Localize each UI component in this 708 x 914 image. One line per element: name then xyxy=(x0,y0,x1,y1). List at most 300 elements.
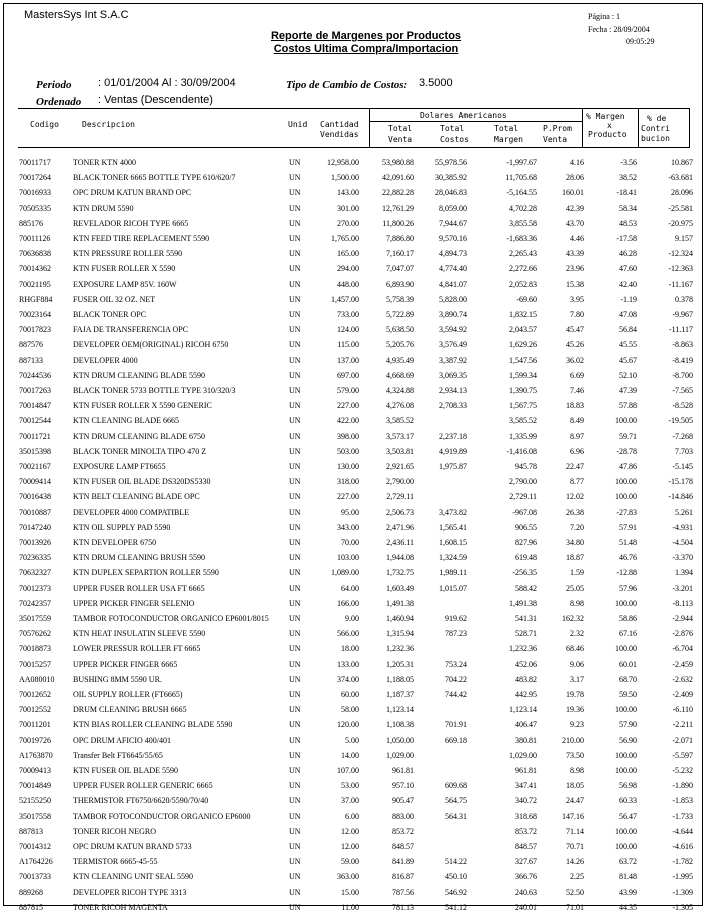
cell-margen: 452.06 xyxy=(515,659,537,669)
cell-margen: 2,272.66 xyxy=(509,264,537,274)
cell-contri: -15.178 xyxy=(668,477,693,487)
cell-codigo: 887815 xyxy=(19,902,43,912)
cell-prom: 26.38 xyxy=(566,507,584,517)
cell-codigo: 70012552 xyxy=(19,705,51,715)
cell-prom: 1.59 xyxy=(570,568,584,578)
cell-prom: 22.47 xyxy=(566,462,584,471)
cell-contri: -2.944 xyxy=(672,614,693,623)
table-row xyxy=(0,750,708,762)
cell-contri: 28.096 xyxy=(671,188,693,198)
cell-codigo: 70012373 xyxy=(19,583,51,593)
cell-descripcion: THERMISTOR FT6750/6620/5590/70/40 xyxy=(73,796,209,806)
cell-contri: -6.704 xyxy=(672,644,693,654)
cell-contri: -1.309 xyxy=(672,887,693,897)
cell-descripcion: KTN CLEANING BLADE 6665 xyxy=(73,416,179,426)
cell-contri: -7.565 xyxy=(672,386,693,395)
cell-descripcion: DEVELOPER 4000 xyxy=(73,355,138,365)
cell-margen: 366.76 xyxy=(515,872,537,882)
cell-contri: -8.528 xyxy=(672,401,693,411)
table-row xyxy=(0,598,708,610)
table-row xyxy=(0,187,708,199)
cell-prom: 23.96 xyxy=(566,264,584,274)
table-row xyxy=(0,339,708,351)
cell-cantidad: 1,765.00 xyxy=(331,234,359,243)
cell-contri: -5.145 xyxy=(672,462,693,471)
cell-venta: 7,886.80 xyxy=(386,234,414,243)
table-row xyxy=(0,279,708,291)
cell-unid: UN xyxy=(289,568,301,578)
cell-prom: 4.16 xyxy=(570,158,584,167)
cell-margen: -5,164.55 xyxy=(506,188,537,198)
cell-codigo: 70016438 xyxy=(19,492,51,502)
cell-venta: 5,722.89 xyxy=(386,310,414,319)
table-row xyxy=(0,643,708,655)
cell-descripcion: OPC DRUM KATUN BRAND OPC xyxy=(73,188,192,198)
cell-venta: 11,800.26 xyxy=(382,218,414,228)
cell-pct: 68.70 xyxy=(619,674,637,684)
cell-pct: 47.86 xyxy=(619,462,637,471)
cell-cantidad: 422.00 xyxy=(337,416,359,426)
cell-cantidad: 448.00 xyxy=(337,279,359,289)
cell-descripcion: DEVELOPER 4000 COMPATIBLE xyxy=(73,507,190,517)
cell-pct: 100.00 xyxy=(615,477,637,487)
cell-contri: -3.201 xyxy=(672,583,693,593)
cell-pct: 57.96 xyxy=(619,583,637,593)
cell-margen: 1,335.99 xyxy=(509,431,537,441)
col-costos-2: Costos xyxy=(440,135,469,144)
cell-venta: 2,471.96 xyxy=(386,522,414,532)
cell-cantidad: 227.00 xyxy=(337,401,359,411)
cell-venta: 1,232.36 xyxy=(386,644,414,654)
cell-codigo: RHGF884 xyxy=(19,294,53,304)
cell-unid: UN xyxy=(289,674,301,684)
table-row xyxy=(0,613,708,625)
cell-pct: 43.99 xyxy=(619,887,637,897)
cell-unid: UN xyxy=(289,781,301,791)
cell-codigo: 70017823 xyxy=(19,325,51,335)
cell-costos: 3,473.82 xyxy=(439,507,467,517)
cell-contri: -12.324 xyxy=(668,249,693,259)
cell-descripcion: EXPOSURE LAMP FT6655 xyxy=(73,462,166,471)
cell-venta: 3,503.81 xyxy=(386,446,414,456)
cell-prom: 19.36 xyxy=(566,705,584,715)
cell-costos: 8,059.00 xyxy=(439,203,467,213)
cell-costos: 919.62 xyxy=(445,614,467,623)
cell-margen: 11,705.68 xyxy=(505,173,537,183)
cell-margen: 240.63 xyxy=(515,887,537,897)
cell-codigo: 887133 xyxy=(19,355,43,365)
cell-descripcion: BLACK TONER 6665 BOTTLE TYPE 610/620/7 xyxy=(73,173,236,183)
cell-codigo: AA080010 xyxy=(19,674,55,684)
cell-descripcion: KTN OIL SUPPLY PAD 5590 xyxy=(73,522,171,532)
cell-unid: UN xyxy=(289,887,301,897)
cell-pct: 47.60 xyxy=(619,264,637,274)
cell-contri: -1.733 xyxy=(672,811,693,821)
cell-contri: -14.846 xyxy=(668,492,693,502)
cell-pct: 81.48 xyxy=(619,872,637,882)
cell-prom: 42.39 xyxy=(566,203,584,213)
cell-cantidad: 270.00 xyxy=(337,218,359,228)
col-venta-1: Total xyxy=(388,124,413,133)
cell-prom: 43.39 xyxy=(566,249,584,259)
cell-prom: 2.32 xyxy=(570,629,584,639)
cell-descripcion: KTN FUSER ROLLER X 5590 xyxy=(73,264,176,274)
cell-cantidad: 697.00 xyxy=(337,370,359,380)
cell-unid: UN xyxy=(289,826,301,836)
col-contri-1: % de xyxy=(647,114,667,123)
cell-costos: 1,324.59 xyxy=(439,553,467,563)
cell-descripcion: TAMBOR FOTOCONDUCTOR ORGANICO EP6001/8015 xyxy=(73,614,269,623)
cell-venta: 787.56 xyxy=(392,887,414,897)
cell-costos: 30,385.92 xyxy=(435,173,467,183)
cell-margen: 1,390.75 xyxy=(509,386,537,395)
table-row xyxy=(0,233,708,245)
cell-pct: 42.40 xyxy=(619,279,637,289)
cell-margen: 406.47 xyxy=(515,720,537,730)
cell-cantidad: 59.00 xyxy=(341,857,359,867)
cell-codigo: 70011201 xyxy=(19,720,51,730)
cell-codigo: 70242357 xyxy=(19,598,51,608)
cell-prom: 52.50 xyxy=(566,887,584,897)
table-row xyxy=(0,355,708,367)
cell-pct: 38.52 xyxy=(619,173,637,183)
cell-margen: 340.72 xyxy=(515,796,537,806)
cell-codigo: 70015257 xyxy=(19,659,51,669)
col-dolares: Dolares Americanos xyxy=(420,111,507,120)
periodo-label: Periodo xyxy=(36,79,72,91)
cell-cantidad: 1,500.00 xyxy=(331,173,359,183)
table-row xyxy=(0,400,708,412)
cell-prom: 68.46 xyxy=(566,644,584,654)
cell-venta: 1,944.08 xyxy=(386,553,414,563)
cell-margen: 1,123.14 xyxy=(509,705,537,715)
cell-venta: 4,935.49 xyxy=(386,355,414,365)
col-margen-2: Margen xyxy=(494,135,523,144)
cell-codigo: 887813 xyxy=(19,826,43,836)
cell-margen: 327.67 xyxy=(515,857,537,867)
cell-codigo: 35015398 xyxy=(19,446,51,456)
col-margen-1: Total xyxy=(494,124,519,133)
table-row xyxy=(0,507,708,519)
cell-descripcion: KTN BELT CLEANING BLADE OPC xyxy=(73,492,200,502)
cell-descripcion: OIL SUPPLY ROLLER (FT6665) xyxy=(73,690,183,699)
cell-prom: 15.38 xyxy=(566,279,584,289)
cell-prom: 6.96 xyxy=(570,446,584,456)
cell-pct: 47.39 xyxy=(619,386,637,395)
cell-codigo: 70019726 xyxy=(19,735,51,745)
cell-prom: 160.01 xyxy=(562,188,584,198)
cell-unid: UN xyxy=(289,583,301,593)
cell-unid: UN xyxy=(289,188,301,198)
cell-contri: -8.419 xyxy=(672,355,693,365)
cell-cantidad: 58.00 xyxy=(341,705,359,715)
cell-margen: 2,265.43 xyxy=(509,249,537,259)
cell-unid: UN xyxy=(289,659,301,669)
cell-costos: 2,237.18 xyxy=(439,431,467,441)
table-row xyxy=(0,476,708,488)
cell-cantidad: 53.00 xyxy=(341,781,359,791)
cell-venta: 3,573.17 xyxy=(386,431,414,441)
cell-descripcion: BLACK TONER MINOLTA TIPO 470 Z xyxy=(73,446,207,456)
cell-margen: 4,702.28 xyxy=(509,203,537,213)
cell-contri: -4.931 xyxy=(672,522,693,532)
cell-pct: 58.86 xyxy=(619,614,637,623)
tipo-cambio-label: Tipo de Cambio de Costos: xyxy=(286,79,408,91)
cell-contri: -1.782 xyxy=(672,857,693,867)
cell-contri: -12.363 xyxy=(668,264,693,274)
cell-unid: UN xyxy=(289,720,301,730)
table-row xyxy=(0,415,708,427)
cell-venta: 1,315.94 xyxy=(386,629,414,639)
cell-cantidad: 115.00 xyxy=(337,340,359,350)
cell-prom: 25.05 xyxy=(566,583,584,593)
cell-cantidad: 1,089.00 xyxy=(331,568,359,578)
periodo-value: : 01/01/2004 Al : 30/09/2004 xyxy=(98,77,236,89)
cell-margen: 1,599.34 xyxy=(509,370,537,380)
cell-venta: 961.81 xyxy=(392,766,414,775)
cell-pct: 100.00 xyxy=(615,750,637,760)
cell-venta: 1,108.38 xyxy=(386,720,414,730)
cell-cantidad: 14.00 xyxy=(341,750,359,760)
cell-margen: 1,629.26 xyxy=(509,340,537,350)
cell-descripcion: KTN DUPLEX SEPARTION ROLLER 5590 xyxy=(73,568,219,578)
table-row xyxy=(0,431,708,443)
table-row xyxy=(0,203,708,215)
cell-unid: UN xyxy=(289,264,301,274)
cell-pct: 51.48 xyxy=(619,538,637,547)
cell-venta: 1,029.00 xyxy=(386,750,414,760)
cell-pct: 100.00 xyxy=(615,826,637,836)
cell-codigo: 70021195 xyxy=(19,279,51,289)
cell-venta: 883.00 xyxy=(392,811,414,821)
cell-venta: 4,668.69 xyxy=(386,370,414,380)
cell-prom: 36.02 xyxy=(566,355,584,365)
cell-venta: 1,050.00 xyxy=(386,735,414,745)
cell-prom: 147.16 xyxy=(562,811,584,821)
cell-pct: 57.90 xyxy=(619,720,637,730)
cell-unid: UN xyxy=(289,553,301,563)
table-row xyxy=(0,491,708,503)
table-row xyxy=(0,795,708,807)
table-row xyxy=(0,294,708,306)
cell-costos: 3,890.74 xyxy=(439,310,467,319)
cell-unid: UN xyxy=(289,355,301,365)
cell-cantidad: 398.00 xyxy=(337,431,359,441)
cell-costos: 4,774.40 xyxy=(439,264,467,274)
cell-costos: 3,594.92 xyxy=(439,325,467,335)
cell-pct: -1.19 xyxy=(620,294,637,304)
cell-costos: 9,570.16 xyxy=(439,234,467,243)
cell-venta: 2,729.11 xyxy=(386,492,414,502)
page-number: Página : 1 xyxy=(588,12,620,21)
cell-pct: 100.00 xyxy=(615,598,637,608)
table-row xyxy=(0,157,708,169)
col-divider-2 xyxy=(582,108,583,148)
cell-prom: 14.26 xyxy=(566,857,584,867)
cell-unid: UN xyxy=(289,203,301,213)
cell-venta: 1,732.75 xyxy=(386,568,414,578)
cell-contri: -5.597 xyxy=(672,750,693,760)
header-bottom-line xyxy=(18,147,689,148)
report-title: Reporte de Margenes por Productos xyxy=(270,30,462,42)
cell-cantidad: 301.00 xyxy=(337,203,359,213)
cell-cantidad: 137.00 xyxy=(337,355,359,365)
cell-costos: 55,978.56 xyxy=(435,158,467,167)
cell-prom: 162.32 xyxy=(562,614,584,623)
cell-costos: 2,708.33 xyxy=(439,401,467,411)
cell-costos: 541.12 xyxy=(445,902,467,912)
cell-contri: -6.110 xyxy=(672,705,693,715)
cell-cantidad: 12.00 xyxy=(341,826,359,836)
cell-venta: 1,188.05 xyxy=(386,674,414,684)
col-unid: Unid xyxy=(288,120,308,129)
table-row xyxy=(0,172,708,184)
cell-margen: 945.78 xyxy=(515,462,537,471)
cell-cantidad: 120.00 xyxy=(337,720,359,730)
cell-codigo: 70009413 xyxy=(19,766,51,775)
cell-contri: -2.071 xyxy=(672,735,693,745)
report-date: Fecha : 28/09/2004 xyxy=(588,25,650,34)
cell-margen: 906.55 xyxy=(515,522,537,532)
cell-descripcion: Transfer Belt FT6645/55/65 xyxy=(73,750,163,760)
cell-venta: 5,758.39 xyxy=(386,294,414,304)
cell-cantidad: 318.00 xyxy=(337,477,359,487)
cell-pct: 46.28 xyxy=(619,249,637,259)
cell-descripcion: KTN DRUM 5590 xyxy=(73,203,134,213)
cell-cantidad: 503.00 xyxy=(337,446,359,456)
cell-cantidad: 15.00 xyxy=(341,887,359,897)
cell-codigo: 70012652 xyxy=(19,690,51,699)
cell-prom: 24.47 xyxy=(566,796,584,806)
col-divider-4 xyxy=(689,108,690,148)
cell-codigo: 889268 xyxy=(19,887,43,897)
cell-margen: 2,052.83 xyxy=(509,279,537,289)
cell-contri: -63.681 xyxy=(668,173,693,183)
cell-unid: UN xyxy=(289,842,301,851)
cell-codigo: 887576 xyxy=(19,340,43,350)
cell-descripcion: BUSHING 8MM 5590 UR. xyxy=(73,674,162,684)
cell-prom: 7.80 xyxy=(570,310,584,319)
tipo-cambio-value: 3.5000 xyxy=(419,77,453,89)
cell-unid: UN xyxy=(289,218,301,228)
cell-pct: 100.00 xyxy=(615,644,637,654)
table-row xyxy=(0,735,708,747)
table-row xyxy=(0,385,708,397)
cell-unid: UN xyxy=(289,477,301,487)
cell-unid: UN xyxy=(289,492,301,502)
table-row xyxy=(0,263,708,275)
cell-costos: 704.22 xyxy=(445,674,467,684)
cell-venta: 5,638.50 xyxy=(386,325,414,335)
report-subtitle: Costos Ultima Compra/Importacion xyxy=(273,43,459,55)
cell-codigo: 52155250 xyxy=(19,796,51,806)
cell-codigo: 70576262 xyxy=(19,629,51,639)
cell-venta: 12,761.29 xyxy=(382,203,414,213)
cell-venta: 781.13 xyxy=(392,902,414,912)
cell-prom: 18.87 xyxy=(566,553,584,563)
cell-pct: 57.91 xyxy=(619,522,637,532)
cell-costos: 1,015.07 xyxy=(439,583,467,593)
table-row xyxy=(0,552,708,564)
col-codigo: Codigo xyxy=(30,120,59,129)
cell-descripcion: KTN BIAS ROLLER CLEANING BLADE 5590 xyxy=(73,720,233,730)
cell-costos: 2,934.13 xyxy=(439,386,467,395)
cell-venta: 2,436.11 xyxy=(386,538,414,547)
cell-pct: 63.72 xyxy=(619,857,637,867)
table-row xyxy=(0,309,708,321)
cell-prom: 9.23 xyxy=(570,720,584,730)
table-row xyxy=(0,218,708,230)
cell-costos: 787.23 xyxy=(445,629,467,639)
cell-pct: 46.76 xyxy=(619,553,637,563)
cell-margen: 1,491.38 xyxy=(509,598,537,608)
cell-contri: 5.261 xyxy=(675,507,693,517)
cell-unid: UN xyxy=(289,249,301,259)
cell-codigo: 70010887 xyxy=(19,507,51,517)
cell-unid: UN xyxy=(289,629,301,639)
cell-prom: 28.06 xyxy=(566,173,584,183)
cell-margen: 1,832.15 xyxy=(509,310,537,319)
cell-cantidad: 374.00 xyxy=(337,674,359,684)
cell-contri: 1.394 xyxy=(675,568,693,578)
cell-cantidad: 5.00 xyxy=(345,735,359,745)
cell-margen: 961.81 xyxy=(515,766,537,775)
table-row xyxy=(0,461,708,473)
cell-pct: 59.71 xyxy=(619,431,637,441)
cell-unid: UN xyxy=(289,872,301,882)
cell-pct: -3.56 xyxy=(620,158,637,167)
cell-descripcion: KTN DRUM CLEANING BLADE 5590 xyxy=(73,370,205,380)
table-row xyxy=(0,674,708,686)
cell-margen: 588.42 xyxy=(515,583,537,593)
cell-cantidad: 9.00 xyxy=(345,614,359,623)
cell-contri: -25.581 xyxy=(668,203,693,213)
cell-prom: 8.49 xyxy=(570,416,584,426)
cell-codigo: 70636838 xyxy=(19,249,51,259)
cell-venta: 1,187.37 xyxy=(386,690,414,699)
cell-codigo: 70009414 xyxy=(19,477,51,487)
cell-codigo: 70011717 xyxy=(19,158,51,167)
table-row xyxy=(0,659,708,671)
table-row xyxy=(0,826,708,838)
cell-unid: UN xyxy=(289,294,301,304)
cell-codigo: 70236335 xyxy=(19,553,51,563)
cell-unid: UN xyxy=(289,902,301,912)
cell-margen: 2,043.57 xyxy=(509,325,537,335)
table-row xyxy=(0,567,708,579)
cell-margen: -1,997.67 xyxy=(506,158,537,167)
cell-contri: 7.703 xyxy=(675,446,693,456)
cell-cantidad: 11.00 xyxy=(341,902,359,912)
col-pct-margen-1: % Margen xyxy=(586,112,625,121)
cell-pct: -27.83 xyxy=(616,507,637,517)
cell-codigo: 70017264 xyxy=(19,173,51,183)
cell-venta: 22,882.28 xyxy=(382,188,414,198)
cell-costos: 5,828.00 xyxy=(439,294,467,304)
table-row xyxy=(0,522,708,534)
cell-prom: 12.02 xyxy=(566,492,584,502)
ordenado-value: : Ventas (Descendente) xyxy=(98,94,213,106)
table-row xyxy=(0,887,708,899)
col-divider-1 xyxy=(369,108,370,148)
cell-contri: -1.995 xyxy=(672,872,693,882)
cell-pct: -12.88 xyxy=(616,568,637,578)
table-row xyxy=(0,248,708,260)
col-costos-1: Total xyxy=(440,124,465,133)
cell-cantidad: 130.00 xyxy=(337,462,359,471)
cell-contri: -1.305 xyxy=(672,902,693,912)
cell-prom: 45.26 xyxy=(566,340,584,350)
